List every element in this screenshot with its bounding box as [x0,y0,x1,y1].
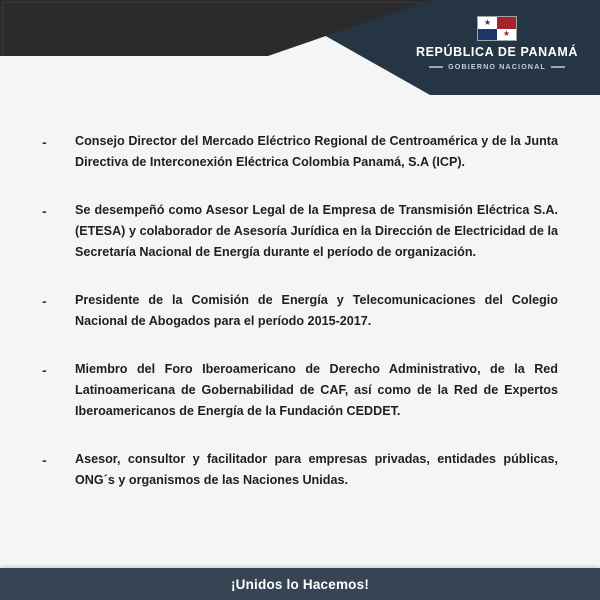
bullet-marker: - [42,134,47,150]
list-item [42,290,558,332]
flag-quadrant-top-left [478,17,497,29]
list-item [42,131,558,173]
footer-bar [0,568,600,600]
bullet-text: Asesor, consultor y facilitador para empresas privadas, entidades públicas, ONG´s y organismos de las Naciones Unidas. [75,452,558,487]
brand-rule-left [429,66,443,68]
bullet-text: Miembro del Foro Iberoamericano de Derecho Administrativo, de la Red Latinoamericana de Gobernabilidad de CAF, así como de la Red de Expertos Iberoamericanos de Energía de la Fundación CEDDET. [75,362,558,418]
brand-rule-right [551,66,565,68]
bullet-marker: - [42,293,47,309]
panama-flag-icon [477,16,517,41]
bullet-text: Consejo Director del Mercado Eléctrico Regional de Centroamérica y de la Junta Directiva de Interconexión Eléctrica Colombia Panamá, S.A (ICP). [75,134,558,169]
blue-star-icon: ★ [483,17,492,27]
footer-slogan: ¡Unidos lo Hacemos! [230,576,370,592]
bullet-marker: - [42,362,47,378]
flag-quadrant-bottom-left [478,29,497,41]
brand-subtitle-row [412,62,582,71]
brand-subtitle: GOBIERNO NACIONAL [448,62,546,71]
bullet-marker: - [42,203,47,219]
brand-title: REPÚBLICA DE PANAMÁ [415,45,579,59]
list-item [42,200,558,263]
brand-lockup [412,16,582,71]
list-item [42,359,558,422]
red-star-icon: ★ [502,29,511,39]
flag-quadrant-top-right [497,17,516,29]
bullet-marker: - [42,452,47,468]
bullet-list [42,131,558,491]
header-banner [0,0,600,100]
flag-quadrant-bottom-right [497,29,516,41]
bullet-text: Se desempeñó como Asesor Legal de la Empresa de Transmisión Eléctrica S.A. (ETESA) y colaborador de Asesoría Jurídica en la Dirección de Electricidad de la Secretaría Nacional de Energía durante el período de organización. [75,203,558,259]
list-item [42,449,558,491]
bullet-text: Presidente de la Comisión de Energía y Telecomunicaciones del Colegio Nacional de Abogados para el período 2015-2017. [75,293,558,328]
